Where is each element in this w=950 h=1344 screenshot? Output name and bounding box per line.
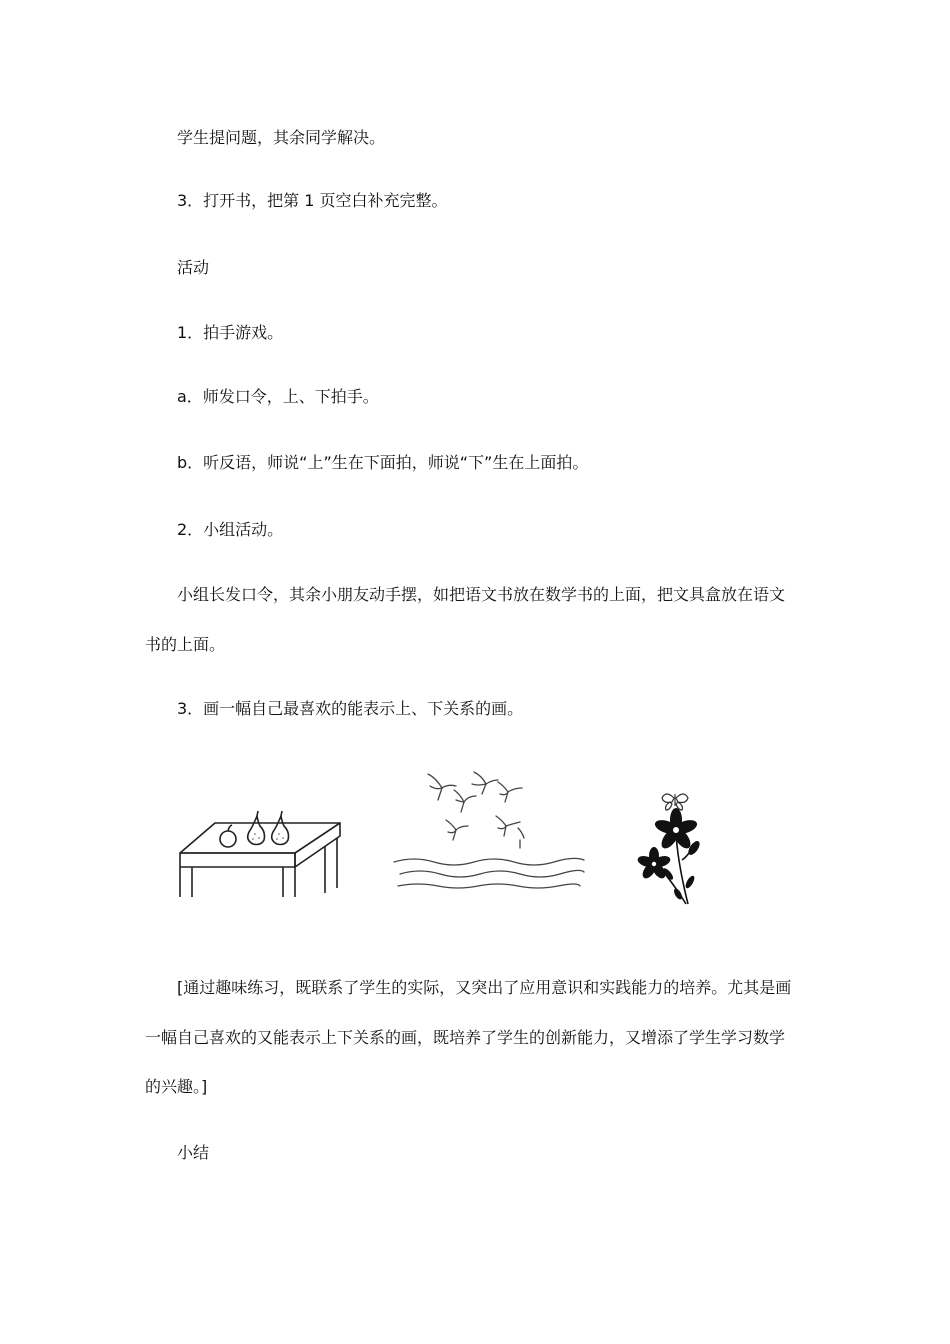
text-line-2: 3．打开书，把第 1 页空白补充完整。 [177,191,448,210]
text-line-12: 一幅自己喜欢的又能表示上下关系的画，既培养了学生的创新能力，又增添了学生学习数学 [145,1028,786,1047]
text-line-13: 的兴趣。] [145,1077,208,1096]
text-line-8: 小组长发口令，其余小朋友动手摆，如把语文书放在数学书的上面，把文具盒放在语文 [177,585,786,604]
text-line-11: [通过趣味练习，既联系了学生的实际，又突出了应用意识和实践能力的培养。尤其是画 [177,978,792,997]
text-line-7: 2．小组活动。 [177,520,284,539]
text-line-9: 书的上面。 [145,635,226,654]
text-line-6: b．听反语，师说“上”生在下面拍，师说“下”生在上面拍。 [177,453,589,472]
text-line-10: 3．画一幅自己最喜欢的能表示上、下关系的画。 [177,699,524,718]
text-line-5: a．师发口令，上、下拍手。 [177,387,379,406]
text-line-4: 1．拍手游戏。 [177,323,284,342]
birds-over-water-illustration [392,766,587,896]
flower-with-butterfly-illustration [634,790,714,912]
text-line-1: 学生提问题，其余同学解决。 [177,128,386,147]
section-heading-activity: 活动 [177,258,210,277]
table-with-fruits-illustration [175,808,355,900]
section-heading-summary: 小结 [177,1143,210,1162]
